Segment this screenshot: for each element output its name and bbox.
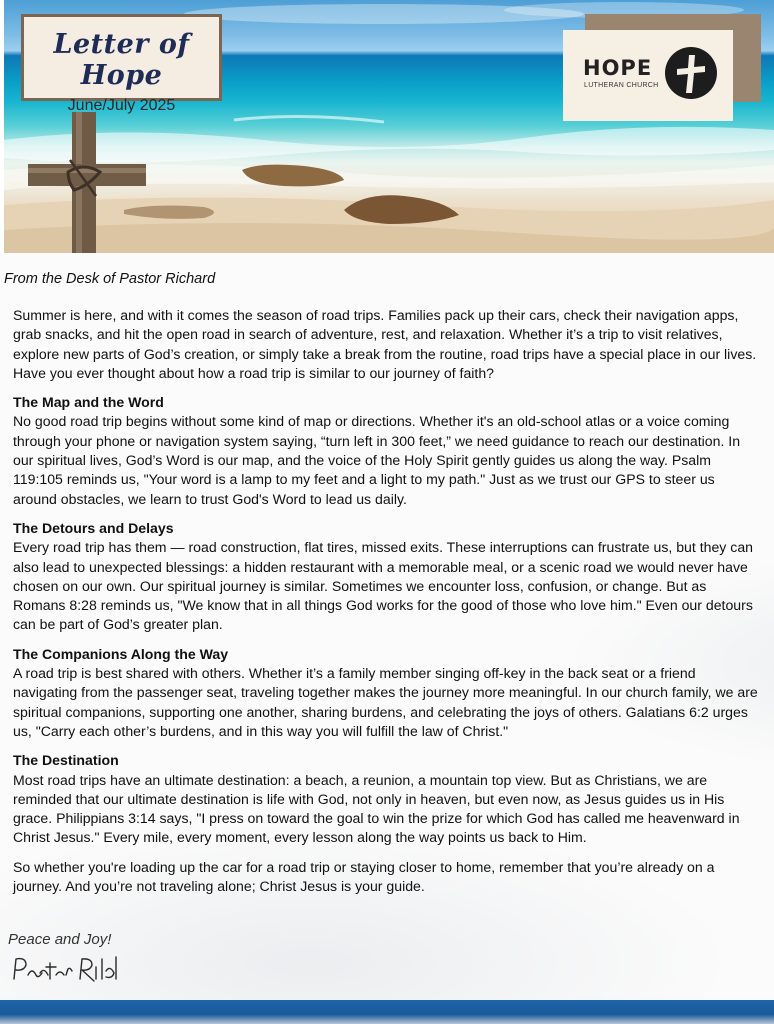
logo-subtitle: LUTHERAN CHURCH bbox=[584, 82, 659, 89]
section-heading: The Map and the Word bbox=[13, 394, 164, 411]
section-paragraph: A road trip is best shared with others. Whether it’s a family member singing off-key in the back seat or a friend navigating from the passenger seat, traveling together makes the journey more meaningful. In our church family, we are spiritual companions, supporting one another, sharing burdens, and celebrating the joys of others. Galatians 6:2 urges us, "Carry each other’s burdens, and in this way you will fulfill the law of Christ." bbox=[13, 665, 758, 739]
letter-body bbox=[0, 253, 774, 1000]
newsletter-date: June/July 2025 bbox=[67, 97, 176, 114]
section-paragraph: No good road trip begins without some kind of map or directions. Whether it's an old-school atlas or a voice coming through your phone or navigation system saying, “turn left in 300 feet,” we need guidance to reach our destination. In our spiritual lives, God’s Word is our map, and the voice of the Holy Spirit gently guides us along the way. Psalm 119:105 reminds us, "Your word is a lamp to my feet and a light to my path." Just as we trust our GPS to steer us around obstacles, we learn to trust God's Word to lead us daily. bbox=[13, 413, 741, 507]
section-paragraph: Most road trips have an ultimate destination: a beach, a reunion, a mountain top view. But as Christians, we are reminded that our ultimate destination is life with God, not only in heaven, but even now, as Jesus guides us in His grace. Philippians 3:14 says, "I press on toward the goal to win the prize for which God has called me heavenward in Christ Jesus." Every mile, every moment, every lesson along the way points us back to Him. bbox=[13, 771, 740, 846]
signoff: Peace and Joy! bbox=[8, 931, 112, 948]
church-logo bbox=[563, 30, 733, 121]
cross-icon bbox=[665, 47, 717, 99]
section-heading: The Destination bbox=[13, 752, 119, 769]
logo-wordmark: HOPE bbox=[583, 56, 653, 80]
handwritten-signature bbox=[10, 953, 130, 992]
newsletter-title: Letter of Hope bbox=[53, 29, 190, 91]
letter-byline: From the Desk of Pastor Richard bbox=[4, 271, 216, 287]
footer-bar bbox=[0, 1000, 774, 1024]
newsletter-title-card bbox=[21, 14, 222, 114]
header-banner bbox=[4, 0, 774, 253]
section-heading: The Detours and Delays bbox=[13, 519, 174, 536]
section-paragraph: Every road trip has them — road construction, flat tires, missed exits. These interruptions can frustrate us, but they can also lead to unexpected blessings: a hidden restaurant with a memorable meal, or a scenic road we would never have chosen on our own. Our spiritual journey is similar. Sometimes we encounter loss, confusion, or change. But as Romans 8:28 reminds us, "We know that in all things God works for the good of those who love him." Even our detours can be part of God’s greater plan. bbox=[13, 539, 753, 633]
closing-paragraph: So whether you're loading up the car for a road trip or staying closer to home, remember that you’re already on a journey. And you’re not traveling alone; Christ Jesus is your guide. bbox=[13, 858, 715, 895]
letter-text bbox=[13, 306, 761, 906]
section-heading: The Companions Along the Way bbox=[13, 645, 229, 662]
intro-paragraph: Summer is here, and with it comes the season of road trips. Families pack up their cars, check their navigation apps, grab snacks, and hit the open road in search of adventure, rest, and relaxation. Whether it’s a trip to visit relatives, explore new parts of God’s creation, or simply take a break from the routine, road trips have a special place in our lives. Have you ever thought about how a road trip is similar to our journey of faith? bbox=[13, 307, 757, 381]
